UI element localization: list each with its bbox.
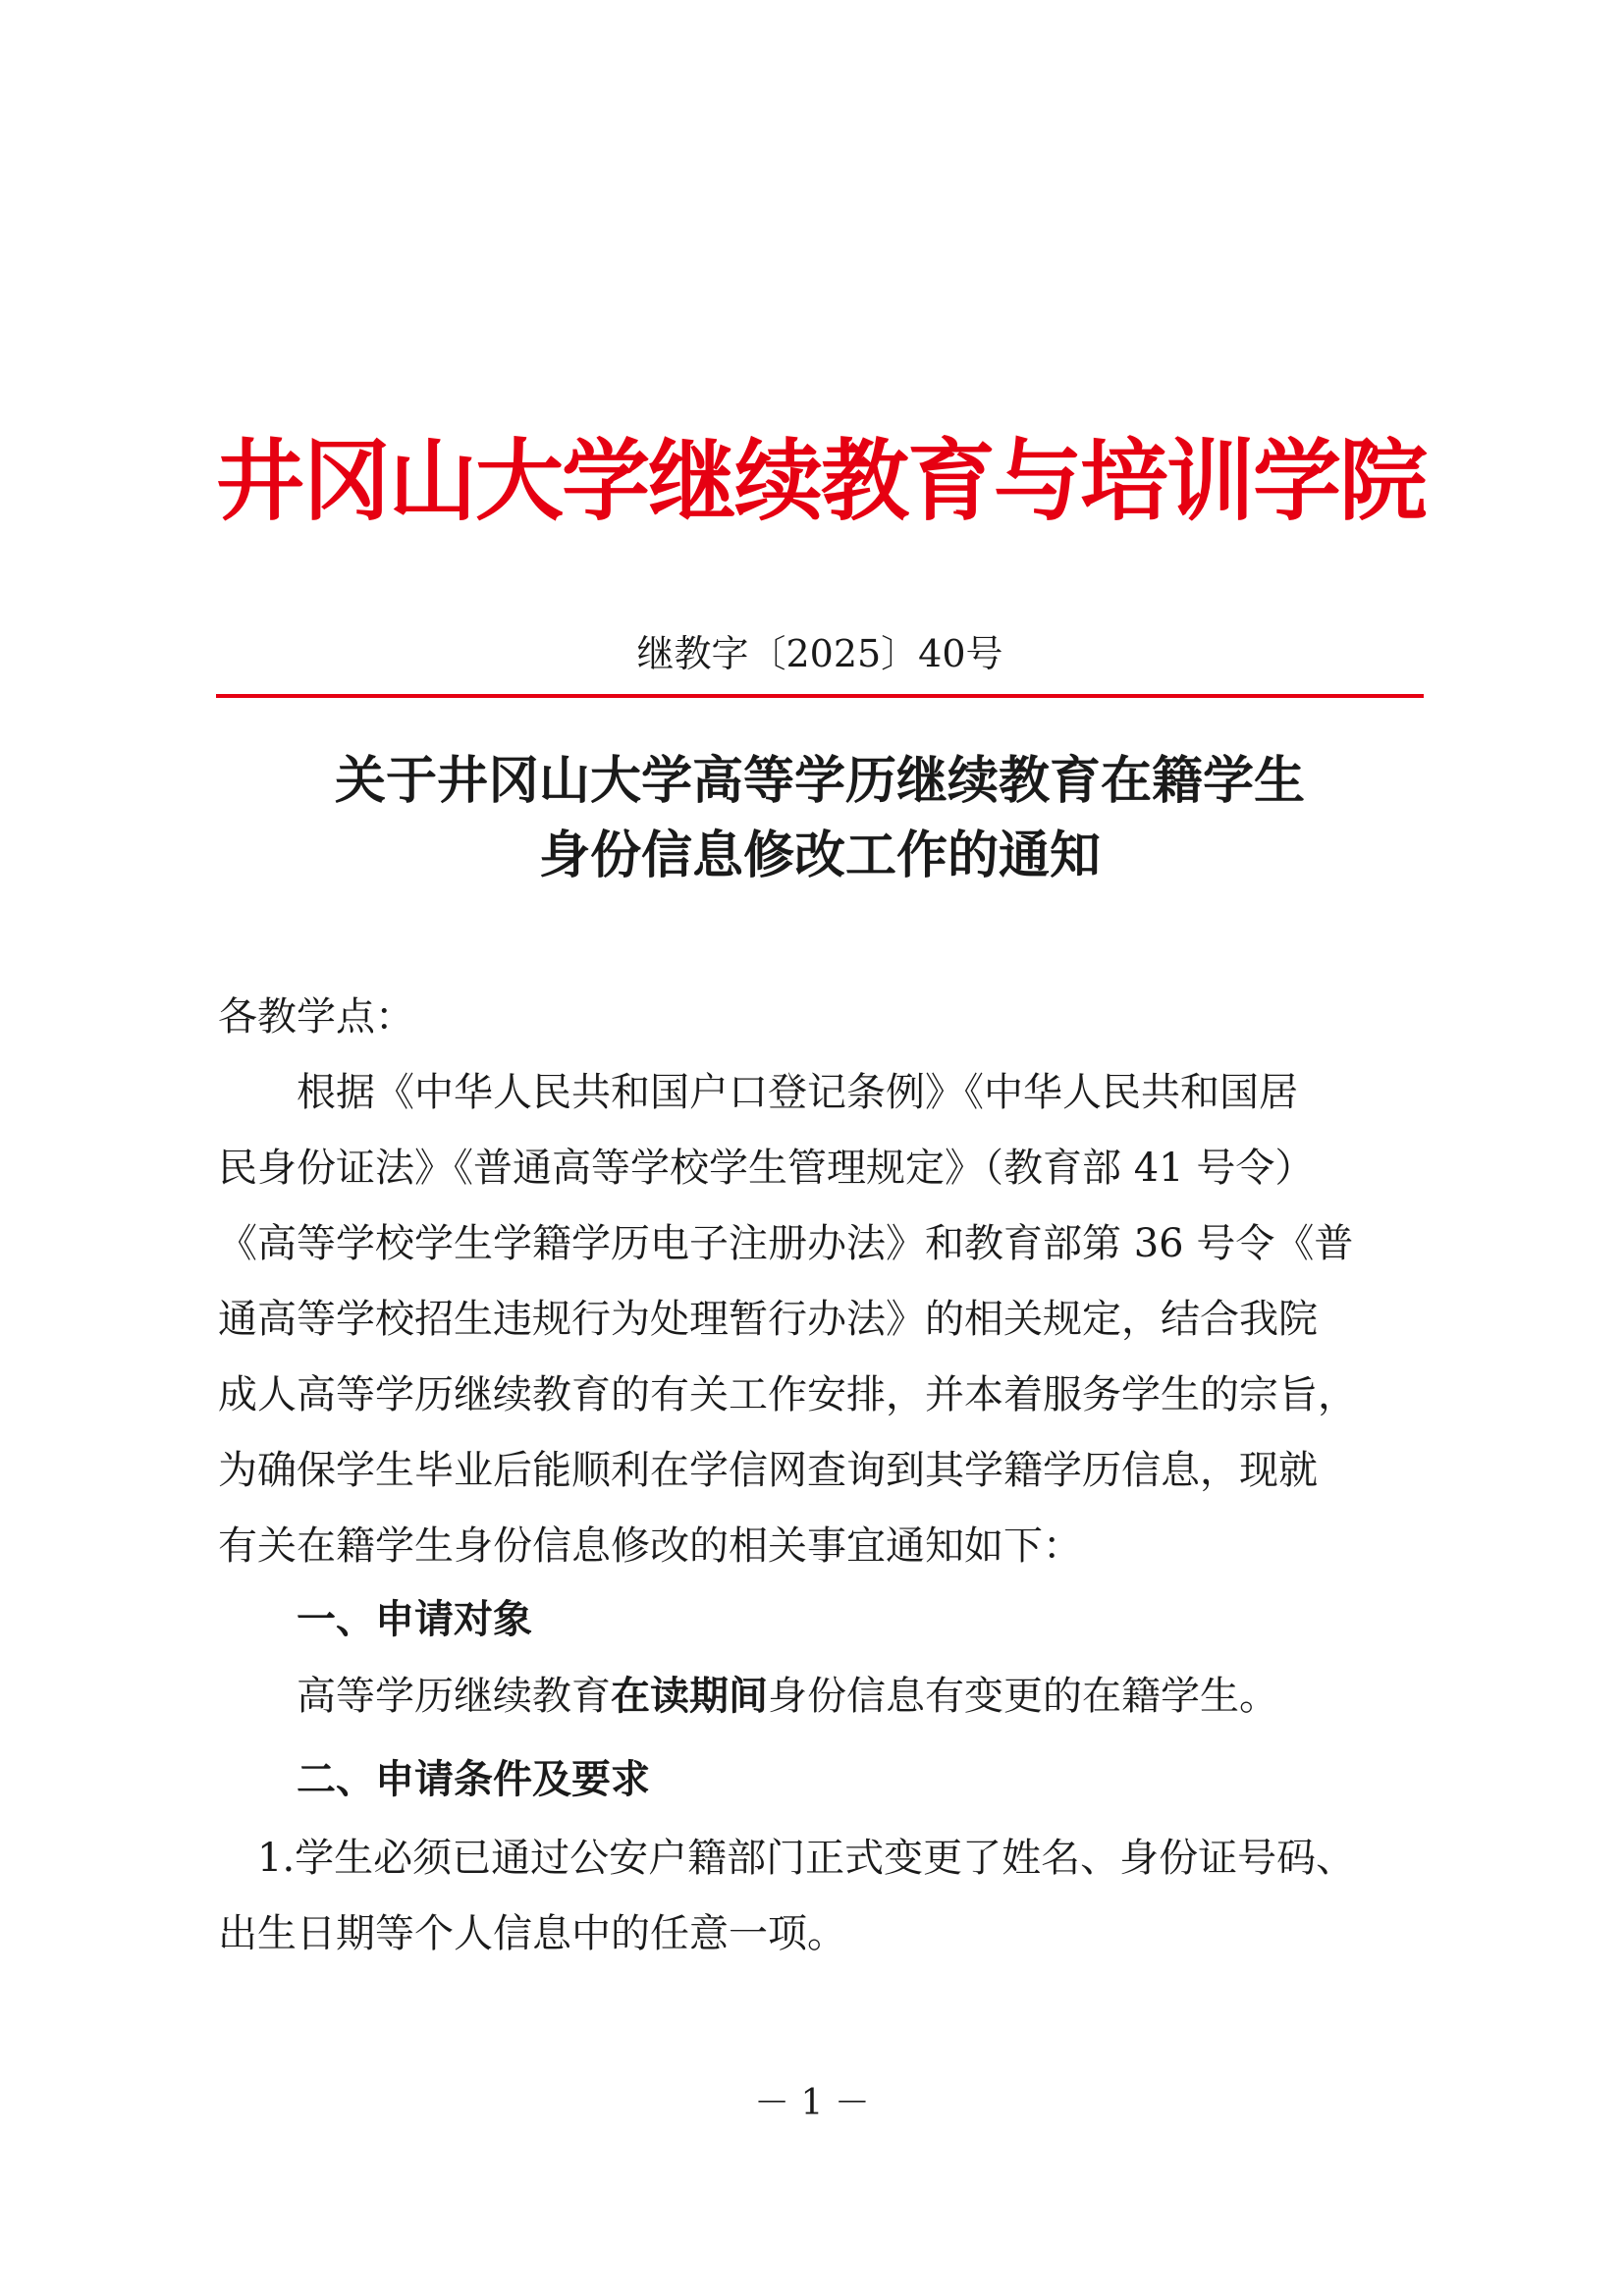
page-number: － 1 － xyxy=(754,2083,870,2123)
red-divider-line xyxy=(216,694,1424,698)
document-number: 继教字〔2025〕40号 xyxy=(636,632,1003,675)
notice-title xyxy=(216,744,1424,893)
applicants-paragraph xyxy=(297,1659,1278,1735)
main-paragraph xyxy=(218,1055,1428,1584)
salutation: 各教学点： xyxy=(218,994,414,1040)
section-heading-applicants: 一、申请对象 xyxy=(297,1597,532,1642)
applicants-emphasis: 在读期间 xyxy=(611,1674,768,1719)
institution-header: 井冈山大学继续教育与培训学院 xyxy=(216,429,1426,533)
paragraph-line: 根据《中华人民共和国户口登记条例》《中华人民共和国居 xyxy=(218,1070,1298,1115)
applicants-text-after: 身份信息有变更的在籍学生。 xyxy=(768,1674,1278,1719)
paragraph-line: 通高等学校招生违规行为处理暂行办法》的相关规定，结合我院 xyxy=(218,1297,1318,1342)
paragraph-line: 为确保学生毕业后能顺利在学信网查询到其学籍学历信息，现就 xyxy=(218,1448,1318,1493)
notice-title-line-2: 身份信息修改工作的通知 xyxy=(538,826,1101,885)
paragraph-line: 民身份证法》《普通高等学校学生管理规定》（教育部 41 号令） xyxy=(218,1146,1315,1191)
section-heading-requirements: 二、申请条件及要求 xyxy=(297,1757,650,1802)
paragraph-line: 有关在籍学生身份信息修改的相关事宜通知如下： xyxy=(218,1523,1082,1569)
applicants-text-before: 高等学历继续教育 xyxy=(297,1674,611,1719)
notice-title-line-1: 关于井冈山大学高等学历继续教育在籍学生 xyxy=(334,751,1305,811)
paragraph-line: 《高等学校学生学籍学历电子注册办法》和教育部第 36 号令《普 xyxy=(218,1221,1354,1266)
requirements-paragraph xyxy=(218,1821,1428,1972)
requirement-line: 出生日期等个人信息中的任意一项。 xyxy=(218,1911,846,1956)
paragraph-line: 成人高等学历继续教育的有关工作安排，并本着服务学生的宗旨， xyxy=(218,1372,1357,1417)
requirement-line: 1.学生必须已通过公安户籍部门正式变更了姓名、身份证号码、 xyxy=(218,1836,1356,1881)
